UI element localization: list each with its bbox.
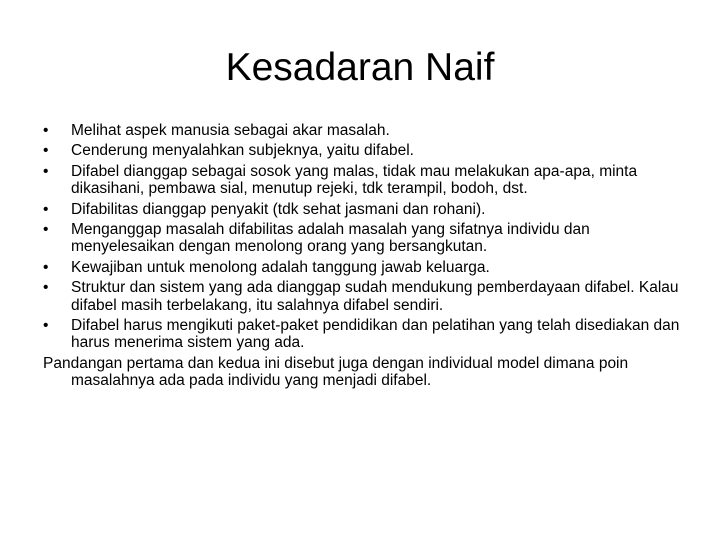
bullet-text: Menganggap masalah difabilitas adalah masalah yang sifatnya individu dan menyelesaikan dengan menolong orang yang bersangkutan. xyxy=(71,221,590,256)
slide-title: Kesadaran Naif xyxy=(225,46,495,89)
bullet-dot-icon: • xyxy=(43,279,49,297)
bullet-item xyxy=(43,163,683,198)
bullet-item xyxy=(43,142,683,159)
bullet-dot-icon: • xyxy=(43,162,49,180)
bullet-list xyxy=(43,122,683,352)
bullet-text: Difabel dianggap sebagai sosok yang malas, tidak mau melakukan apa-apa, minta dikasihani, pembawa sial, menutup rejeki, tdk terampil, bodoh, dst. xyxy=(71,162,638,198)
bullet-item xyxy=(43,201,683,218)
bullet-dot-icon: • xyxy=(43,142,49,160)
bullet-text: Difabel harus mengikuti paket-paket pendidikan dan pelatihan yang telah disediakan dan harus menerima sistem yang ada. xyxy=(71,317,680,352)
bullet-dot-icon: • xyxy=(43,221,49,239)
bullet-dot-icon: • xyxy=(43,200,49,218)
slide-body xyxy=(43,122,683,390)
bullet-text: Cenderung menyalahkan subjeknya, yaitu difabel. xyxy=(71,142,414,160)
bullet-item xyxy=(43,279,683,314)
bullet-text: Struktur dan sistem yang ada dianggap sudah mendukung pemberdayaan difabel. Kalau difabel masih terbelakang, itu salahnya difabel sendiri. xyxy=(71,279,679,314)
bullet-item xyxy=(43,221,683,256)
bullet-text: Melihat aspek manusia sebagai akar masalah. xyxy=(71,122,390,139)
bullet-text: Difabilitas dianggap penyakit (tdk sehat jasmani dan rohani). xyxy=(71,200,486,218)
bullet-item xyxy=(43,259,683,276)
bullet-item xyxy=(43,317,683,352)
bullet-dot-icon: • xyxy=(43,258,49,276)
bullet-text: Kewajiban untuk menolong adalah tanggung jawab keluarga. xyxy=(71,258,490,276)
closing-paragraph: Pandangan pertama dan kedua ini disebut juga dengan individual model dimana poin masalahnya ada pada individu yang menjadi difabel. xyxy=(43,354,629,390)
bullet-dot-icon: • xyxy=(43,122,49,139)
bullet-dot-icon: • xyxy=(43,317,49,335)
bullet-item xyxy=(43,122,683,139)
